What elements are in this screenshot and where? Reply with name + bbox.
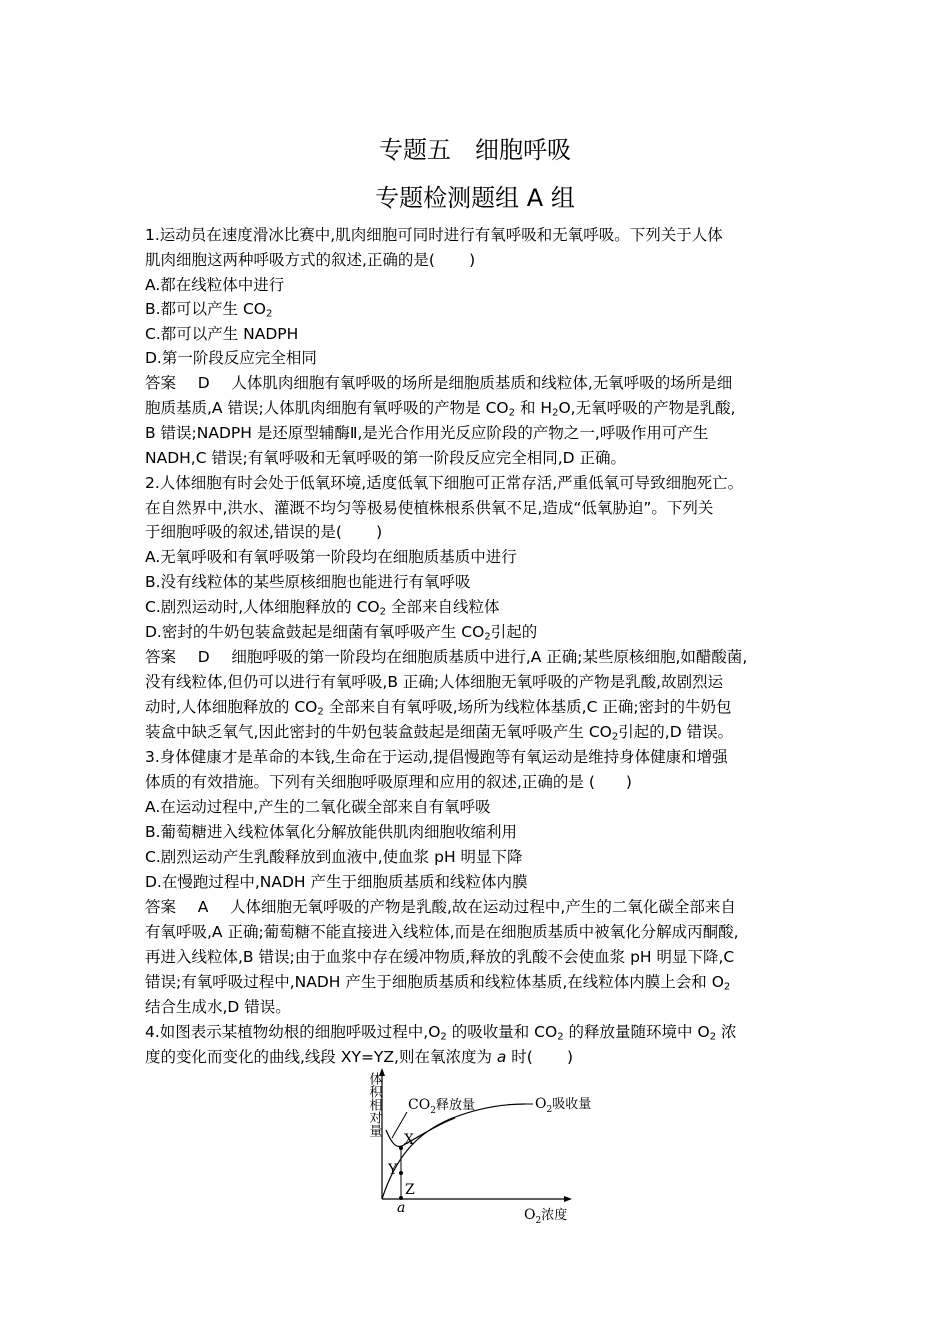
q1-answer-line3: B 错误;NADPH 是还原型辅酶Ⅱ,是光合作用光反应阶段的产物之一,呼吸作用可产生 (145, 424, 709, 442)
q3-answer-line1: 答案 A 人体细胞无氧呼吸的产物是乳酸,故在运动过程中,产生的二氧化碳全部来自 (145, 898, 736, 916)
q1-answer-line4: NADH,C 错误;有氧呼吸和无氧呼吸的第一阶段反应完全相同,D 正确。 (145, 449, 626, 467)
co2-release-curve (386, 1118, 455, 1146)
q1-option-b: B.都可以产生 $CO_2$ (145, 300, 273, 320)
q1-answer-line1: 答案 D 人体肌肉细胞有氧呼吸的场所是细胞质基质和线粒体,无氧呼吸的场所是细 (145, 374, 733, 392)
q2-option-d: D.密封的牛奶包装盒鼓起是细菌有氧呼吸产生 $CO_2$引起的 (145, 623, 538, 643)
q4-stem-line1: 4.如图表示某植物幼根的细胞呼吸过程中$,O_2$ 的吸收量和 $CO_2$ 的释放量随环境中 $O_2$ 浓 (145, 1023, 737, 1043)
q3-stem-line1: 3.身体健康才是革命的本钱,生命在于运动,提倡慢跑等有氧运动是维持身体健康和增强 (145, 748, 728, 766)
q3-option-d: D.在慢跑过程中,NADH 产生于细胞质基质和线粒体内膜 (145, 873, 528, 891)
q2-answer-line3: 动时,人体细胞释放的 $CO_2$ 全部来自有氧呼吸,场所为线粒体基质,C 正确;密封的牛奶包 (145, 698, 732, 718)
point-x-label: X (404, 1132, 414, 1148)
x-axis-label: $O_2$浓度 (524, 1207, 568, 1224)
q3-answer-line3: 再进入线粒体,B 错误;由于血浆中存在缓冲物质,释放的乳酸不会使血浆 pH 明显下降,C (145, 948, 735, 966)
page-subtitle: 专题检测题组 A 组 (375, 184, 575, 212)
q1-stem-line1: 1.运动员在速度滑冰比赛中,肌肉细胞可同时进行有氧呼吸和无氧呼吸。下列关于人体 (145, 226, 723, 244)
q3-stem-line2: 体质的有效措施。下列有关细胞呼吸原理和应用的叙述,正确的是 ( ) (145, 773, 632, 791)
q3-option-a: A.在运动过程中,产生的二氧化碳全部来自有氧呼吸 (145, 798, 491, 816)
q1-option-a: A.都在线粒体中进行 (145, 276, 285, 294)
q1-option-c: C.都可以产生 NADPH (145, 325, 299, 343)
q3-answer-line5: 结合生成水,D 错误。 (145, 998, 291, 1016)
q2-option-c: C.剧烈运动时,人体细胞释放的 $CO_2$ 全部来自线粒体 (145, 598, 500, 618)
point-z-label: Z (405, 1182, 415, 1198)
q2-stem-line1: 2.人体细胞有时会处于低氧环境,适度低氧下细胞可正常存活,严重低氧可导致细胞死亡。 (145, 474, 744, 492)
point-y-label: Y (388, 1162, 398, 1178)
q3-answer-line4: 错误;有氧呼吸过程中,NADH 产生于细胞质基质和线粒体基质,在线粒体内膜上会和 $O_2$ (145, 973, 731, 993)
q4-stem-line2: 度的变化而变化的曲线,线段 XY=YZ,则在氧浓度为 a 时( ) (145, 1048, 574, 1066)
q3-answer-line2: 有氧呼吸,A 正确;葡萄糖不能直接进入线粒体,而是在细胞质基质中被氧化分解成丙酮酸, (145, 923, 739, 941)
point-x-dot (399, 1146, 403, 1150)
q2-stem-line3: 于细胞呼吸的叙述,错误的是( ) (145, 523, 383, 541)
q1-answer-line2: 胞质基质,A 错误;人体肌肉细胞有氧呼吸的产物是 $CO_2$ 和 $H_2O$,无氧呼吸的产物是乳酸, (145, 399, 736, 419)
q3-option-c: C.剧烈运动产生乳酸释放到血液中,使血浆 pH 明显下降 (145, 848, 523, 866)
co2-curve-label: $CO_2$释放量 (408, 1097, 475, 1116)
q2-stem-line2: 在自然界中,洪水、灌溉不均匀等极易使植株根系供氧不足,造成“低氧胁迫”。下列关 (145, 499, 714, 517)
q2-option-b: B.没有线粒体的某些原核细胞也能进行有氧呼吸 (145, 573, 471, 591)
q2-option-a: A.无氧呼吸和有氧呼吸第一阶段均在细胞质基质中进行 (145, 548, 517, 566)
point-y-dot (399, 1171, 403, 1175)
q1-stem-line2: 肌肉细胞这两种呼吸方式的叙述,正确的是( ) (145, 251, 476, 269)
page-title: 专题五 细胞呼吸 (379, 136, 571, 164)
y-axis-label: 体积相对量 (366, 1072, 382, 1137)
o2-curve-label: $O_2$吸收量 (535, 1096, 592, 1115)
q2-answer-line4: 装盒中缺乏氧气,因此密封的牛奶包装盒鼓起是细菌无氧呼吸产生 $CO_2$引起的,D 错误。 (145, 723, 734, 743)
q2-answer-line1: 答案 D 细胞呼吸的第一阶段均在细胞质基质中进行,A 正确;某些原核细胞,如醋酸菌, (145, 648, 748, 666)
x-tick-a: a (397, 1200, 406, 1216)
q3-option-b: B.葡萄糖进入线粒体氧化分解放能供肌肉细胞收缩利用 (145, 823, 518, 841)
q1-option-d: D.第一阶段反应完全相同 (145, 349, 317, 367)
x-axis-arrow (564, 1196, 572, 1202)
q2-answer-line2: 没有线粒体,但仍可以进行有氧呼吸,B 正确;人体细胞无氧呼吸的产物是乳酸,故剧烈运 (145, 673, 724, 691)
respiration-curve-figure (340, 1064, 620, 1224)
